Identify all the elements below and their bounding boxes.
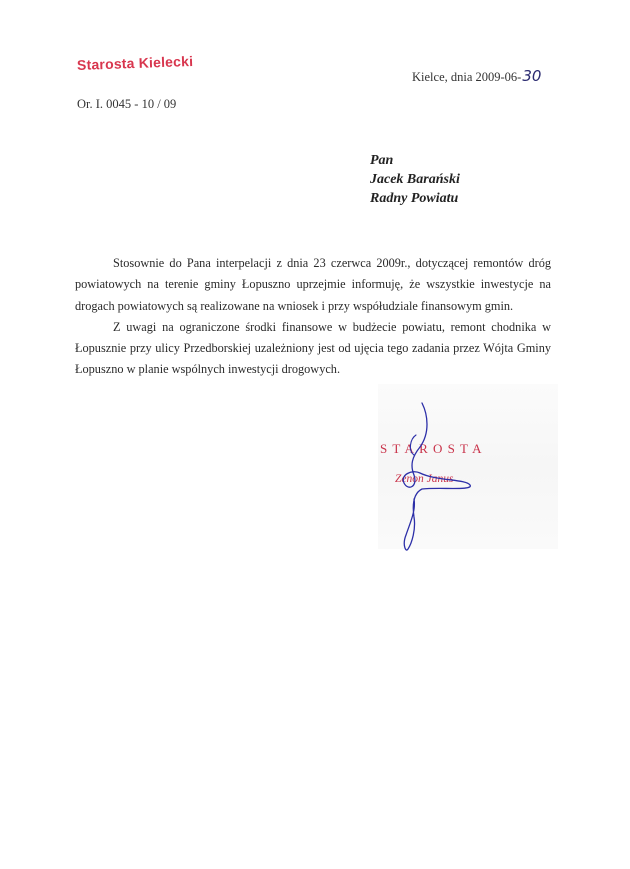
date-day-handwritten: 30 [522,67,542,85]
addressee-role: Radny Powiatu [370,191,459,206]
date-prefix: Kielce, dnia 2009-06- [412,70,522,84]
signatory-name-stamp: Zenon Janus [395,473,454,485]
date-line [412,67,541,85]
addressee-name: Jacek Barański [370,172,460,187]
body-paragraph: Z uwagi na ograniczone środki finansowe w budżecie powiatu, remont chodnika w Łopusznie przy ulicy Przedborskiej uzależniony jest od ujęcia tego zadania przez Wójta Gminy Łopuszno w planie wspólnych inwestycji drogowych. [75,319,551,377]
reference-number: Or. I. 0045 - 10 / 09 [77,97,177,111]
signature-stroke [403,403,470,550]
addressee-salutation: Pan [370,153,394,168]
signature-title-stamp: STAROSTA [380,441,487,456]
handwritten-signature [370,395,480,555]
body-paragraph: Stosownie do Pana interpelacji z dnia 23 czerwca 2009r., dotyczącej remontów dróg powiatowych na terenie gminy Łopuszno uprzejmie informuję, że wszystkie inwestycje na drogach powiatowych są realizowane na wniosek i przy współudziale finansowym gmin. [75,256,551,313]
addressee-block [370,151,460,208]
letter-body [75,253,551,381]
issuer-stamp: Starosta Kielecki [76,52,194,73]
signature-loop [410,435,416,455]
